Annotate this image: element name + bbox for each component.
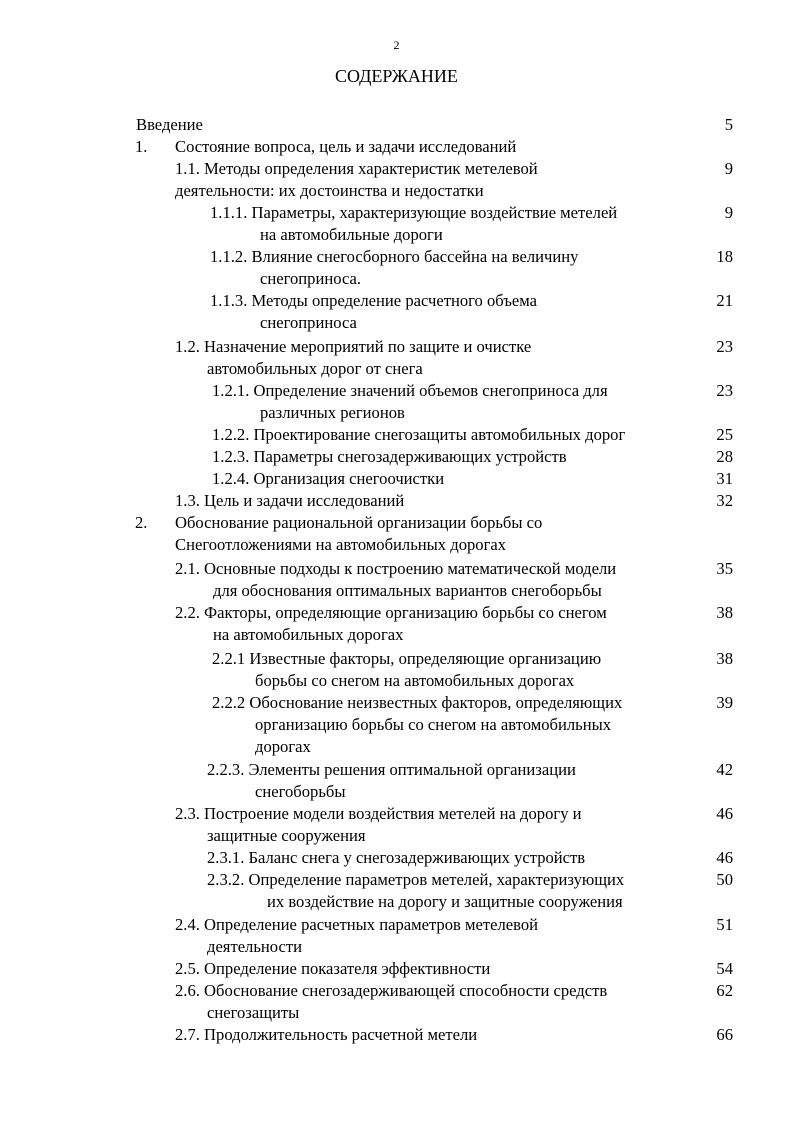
toc-entry-text: дорогах <box>255 737 311 756</box>
toc-entry-text: 1.3. Цель и задачи исследований <box>175 491 405 510</box>
toc-entry-text: для обоснования оптимальных вариантов снегоборьбы <box>213 581 602 600</box>
toc-page-number: 9 <box>724 159 733 178</box>
toc-entry-text: 1.2.1. Определение значений объемов снегоприноса для <box>212 381 608 400</box>
toc-entry-text: на автомобильные дороги <box>260 225 443 244</box>
toc-section-number: 1. <box>135 137 148 156</box>
toc-entry-text: 2.3. Построение модели воздействия метелей на дорогу и <box>175 804 582 823</box>
toc-entry-text: 1.2.2. Проектирование снегозащиты автомобильных дорог <box>212 425 626 444</box>
toc-page-number: 23 <box>716 337 733 356</box>
toc-entry-text: снегозащиты <box>207 1003 300 1022</box>
toc-page-number: 5 <box>724 115 733 134</box>
toc-page-number: 46 <box>716 848 733 867</box>
toc-page-number: 9 <box>724 203 733 222</box>
toc-entry-text: 1.1.1. Параметры, характеризующие воздействие метелей <box>210 203 618 222</box>
toc-entry-text: 2.2. Факторы, определяющие организацию борьбы со снегом <box>175 603 607 622</box>
toc-entry-text: 1.1. Методы определения характеристик метелевой <box>175 159 538 178</box>
toc-entry-text: на автомобильных дорогах <box>213 625 404 644</box>
toc-entry-text: снегоприноса <box>260 313 357 332</box>
toc-entry-text: 2.1. Основные подходы к построению математической модели <box>175 559 617 578</box>
toc-entry-text: снегоборьбы <box>255 782 346 801</box>
toc-entry-text: 2.2.3. Элементы решения оптимальной организации <box>207 760 576 779</box>
toc-entry-text: Снегоотложениями на автомобильных дорогах <box>175 535 507 554</box>
toc-entry-text: 1.2.4. Организация снегоочистки <box>212 469 445 488</box>
toc-page-number: 23 <box>716 381 733 400</box>
toc-page-number: 50 <box>716 870 733 889</box>
toc-entry-text: 1.1.3. Методы определение расчетного объема <box>210 291 538 310</box>
toc-page-number: 38 <box>716 603 733 622</box>
toc-page-number: 32 <box>716 491 733 510</box>
toc-page-number: 28 <box>716 447 733 466</box>
toc-entry-text: снегоприноса. <box>260 269 362 288</box>
toc-entry-text: 2.3.2. Определение параметров метелей, характеризующих <box>207 870 625 889</box>
toc-page-number: 62 <box>716 981 733 1000</box>
toc-entry-text: 1.1.2. Влияние снегосборного бассейна на величину <box>210 247 579 266</box>
toc-entry-text: 2.5. Определение показателя эффективности <box>175 959 491 978</box>
toc-page-number: 31 <box>716 469 733 488</box>
toc-page-number: 51 <box>716 915 733 934</box>
toc-entry-text: 2.7. Продолжительность расчетной метели <box>175 1025 478 1044</box>
toc-entry-text: различных регионов <box>260 403 405 422</box>
toc-page-number: 25 <box>716 425 733 444</box>
toc-section-number: 2. <box>135 513 148 532</box>
page-title: СОДЕРЖАНИЕ <box>335 66 458 86</box>
toc-entry-text: 2.4. Определение расчетных параметров метелевой <box>175 915 539 934</box>
page-number: 2 <box>393 38 400 52</box>
toc-entry-text: Обоснование рациональной организации борьбы со <box>175 513 543 532</box>
toc-entry-text: 1.2.3. Параметры снегозадерживающих устройств <box>212 447 567 466</box>
toc-page-number: 54 <box>716 959 733 978</box>
toc-page-number: 46 <box>716 804 733 823</box>
toc-entry-text: 1.2. Назначение мероприятий по защите и очистке <box>175 337 532 356</box>
toc-page-number: 18 <box>716 247 733 266</box>
toc-entry-text: автомобильных дорог от снега <box>207 359 423 378</box>
toc-entry-text: защитные сооружения <box>207 826 366 845</box>
toc-page-number: 66 <box>716 1025 733 1044</box>
toc-entry-text: деятельности <box>207 937 302 956</box>
toc-entry-text: их воздействие на дорогу и защитные сооружения <box>267 892 623 911</box>
toc-page-number: 42 <box>716 760 733 779</box>
toc-entry-text: деятельности: их достоинства и недостатки <box>175 181 484 200</box>
toc-entry-text: организацию борьбы со снегом на автомобильных <box>255 715 612 734</box>
toc-entry-text: Состояние вопроса, цель и задачи исследований <box>175 137 517 156</box>
toc-entry-text: 2.2.1 Известные факторы, определяющие организацию <box>212 649 602 668</box>
toc-page-number: 21 <box>716 291 733 310</box>
toc-page-number: 35 <box>716 559 733 578</box>
toc-page-number: 39 <box>716 693 733 712</box>
toc-entry-text: 2.6. Обоснование снегозадерживающей способности средств <box>175 981 608 1000</box>
toc-entry-text: 2.2.2 Обоснование неизвестных факторов, определяющих <box>212 693 623 712</box>
toc-entry-text: 2.3.1. Баланс снега у снегозадерживающих устройств <box>207 848 586 867</box>
toc-page-number: 38 <box>716 649 733 668</box>
toc-entry-text: борьбы со снегом на автомобильных дорогах <box>255 671 575 690</box>
toc-entry-text: Введение <box>136 115 203 134</box>
